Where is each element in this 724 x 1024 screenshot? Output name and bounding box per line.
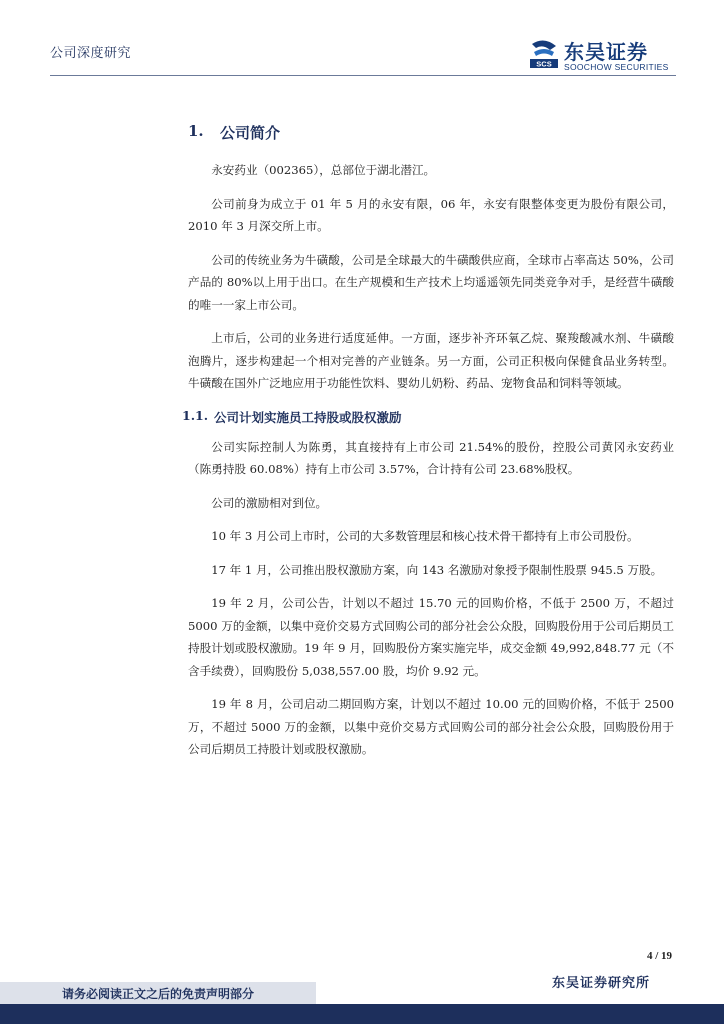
header-label: 公司深度研究 [50,46,132,61]
paragraph: 19 年 8 月，公司启动二期回购方案，计划以不超过 10.00 元的回购价格，不低于 2500 万，不超过 5000 万的金额，以集中竞价交易方式回购公司的部分社会公众股，回购股份用于公司后期员工持股计划或股权激励。 [188,697,674,756]
paragraph: 公司的传统业务为牛磺酸，公司是全球最大的牛磺酸供应商，全球市占率高达 50%，公司产品的 80%以上用于出口。在生产规模和生产技术上均遥遥领先同类竞争对手，是经营牛磺酸的唯一一家上市公司。 [188,252,674,312]
paragraph: 19 年 2 月，公司公告，计划以不超过 15.70 元的回购价格，不低于 2500 万，不超过 5000 万的金额，以集中竞价交易方式回购公司的部分社会公众股，回购股份用于公司后期员工持股计划或股权激励。19 年 9 月，回购股份方案实施完毕，成交金额 49,992,848.77 元（不含手续费），回购股份 5,038,557.00 股，均价 9.92 元。 [188,596,674,678]
disclaimer-notice: 请务必阅读正文之后的免责声明部分 [62,987,255,1001]
paragraph: 永安药业（002365），总部位于湖北潜江。 [211,163,436,177]
page-number: 4 / 19 [646,950,672,962]
research-institute-name: 东吴证券研究所 [552,976,651,991]
paragraph: 17 年 1 月，公司推出股权激励方案，向 143 名激励对象授予限制性股票 945.5 万股。 [211,562,663,577]
subsection-title: 公司计划实施员工持股或股权激励 [214,409,402,425]
section-heading [188,122,674,143]
subsection-heading [182,408,674,426]
footer-bar [0,1004,724,1024]
header-divider [50,75,676,76]
paragraph: 10 年 3 月公司上市时，公司的大多数管理层和核心技术骨干都持有上市公司股份。 [211,529,639,543]
paragraph: 上市后，公司的业务进行适度延伸。一方面，逐步补齐环氧乙烷、聚羧酸减水剂、牛磺酸泡腾片，逐步构建起一个相对完善的产业链条。另一方面，公司正积极向保健食品业务转型。牛磺酸在国外广泛地应用于功能性饮料、婴幼儿奶粉、药品、宠物食品和饲料等领域。 [188,331,674,390]
paragraph: 公司前身为成立于 01 年 5 月的永安有限，06 年，永安有限整体变更为股份有限公司，2010 年 3 月深交所上市。 [188,196,674,233]
logo-english-name: SOOCHOW SECURITIES [564,62,669,72]
section-number: 1. [188,122,204,140]
paragraph: 公司实际控制人为陈勇，其直接持有上市公司 21.54%的股份，控股公司黄冈永安药业（陈勇持股 60.08%）持有上市公司 3.57%，合计持有公司 23.68%股权。 [188,439,674,476]
soochow-logo-icon [528,38,560,70]
logo-chinese-name: 东吴证券 [564,40,648,64]
logo-mark-text: SCS [536,59,552,69]
paragraph: 公司的激励相对到位。 [211,495,328,510]
company-logo [528,38,676,72]
subsection-number: 1.1. [182,407,209,423]
section-title: 公司简介 [220,124,281,142]
main-content [182,122,674,772]
